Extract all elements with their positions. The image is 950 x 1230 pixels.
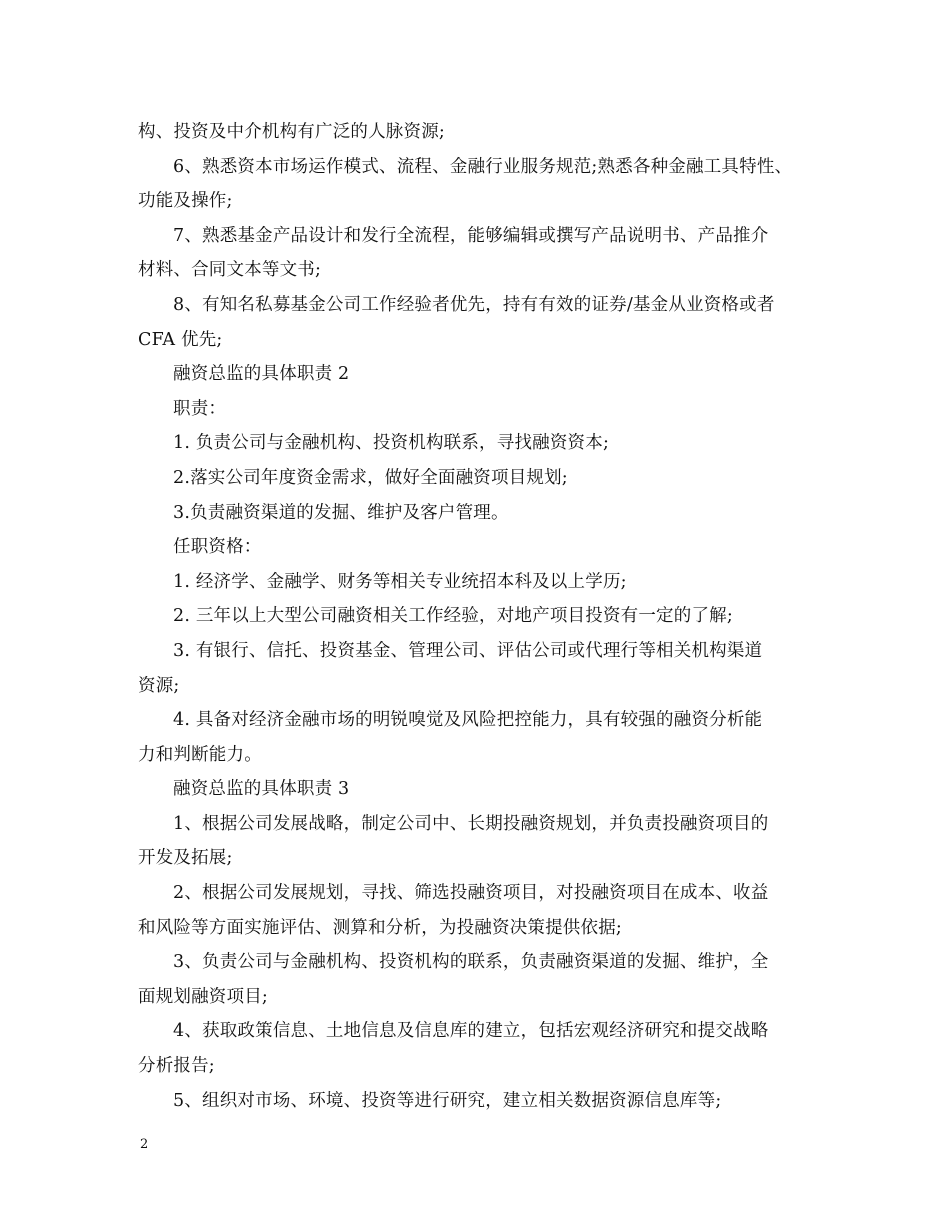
- text-line: 融资总监的具体职责 3: [173, 779, 350, 800]
- text-line: 任职资格：: [173, 537, 262, 558]
- text-line: 构、投资及中介机构有广泛的人脉资源;: [138, 122, 445, 142]
- text-line: 4. 具备对经济金融市场的明锐嗅觉及风险把控能力，具有较强的融资分析能: [173, 710, 763, 731]
- document-body: [138, 115, 818, 1118]
- text-line: 1. 经济学、金融学、财务等相关专业统招本科及以上学历;: [173, 571, 627, 592]
- text-line: 1、根据公司发展战略，制定公司中、长期投融资规划，并负责投融资项目的: [173, 813, 769, 834]
- text-line: 开发及拓展;: [138, 848, 233, 869]
- text-line: 面规划融资项目;: [138, 986, 268, 1007]
- text-line: 6、熟悉资本市场运作模式、流程、金融行业服务规范;熟悉各种金融工具特性、: [173, 156, 793, 177]
- text-line: 7、熟悉基金产品设计和发行全流程，能够编辑或撰写产品说明书、产品推介: [173, 225, 769, 246]
- text-line: CFA 优先;: [138, 329, 223, 350]
- text-line: 分析报告;: [138, 1056, 215, 1077]
- text-line: 融资总监的具体职责 2: [173, 364, 350, 385]
- text-line: 2、根据公司发展规划，寻找、筛选投融资项目，对投融资项目在成本、收益: [173, 883, 769, 904]
- text-line: 5、组织对市场、环境、投资等进行研究，建立相关数据资源信息库等;: [173, 1090, 722, 1111]
- text-line: 1. 负责公司与金融机构、投资机构联系，寻找融资资本;: [173, 433, 610, 454]
- text-line: 材料、合同文本等文书;: [138, 260, 322, 281]
- text-line: 2. 三年以上大型公司融资相关工作经验，对地产项目投资有一定的了解;: [173, 606, 733, 627]
- text-line: 功能及操作;: [138, 191, 233, 212]
- text-line: 力和判断能力。: [138, 744, 262, 765]
- text-line: 3.负责融资渠道的发掘、维护及客户管理。: [173, 502, 509, 523]
- text-line: 2.落实公司年度资金需求，做好全面融资项目规划;: [173, 467, 568, 488]
- text-line: 4、获取政策信息、土地信息及信息库的建立，包括宏观经济研究和提交战略: [173, 1021, 769, 1042]
- page-number: 2: [140, 1137, 149, 1152]
- text-line: 和风险等方面实施评估、测算和分析，为投融资决策提供依据;: [138, 917, 622, 938]
- text-line: 职责：: [173, 398, 227, 419]
- text-line: 8、有知名私募基金公司工作经验者优先，持有有效的证券/基金从业资格或者: [173, 294, 775, 315]
- text-line: 资源;: [138, 675, 180, 696]
- text-line: 3. 有银行、信托、投资基金、管理公司、评估公司或代理行等相关机构渠道: [173, 640, 763, 661]
- text-line: 3、负责公司与金融机构、投资机构的联系，负责融资渠道的发掘、维护，全: [173, 952, 769, 973]
